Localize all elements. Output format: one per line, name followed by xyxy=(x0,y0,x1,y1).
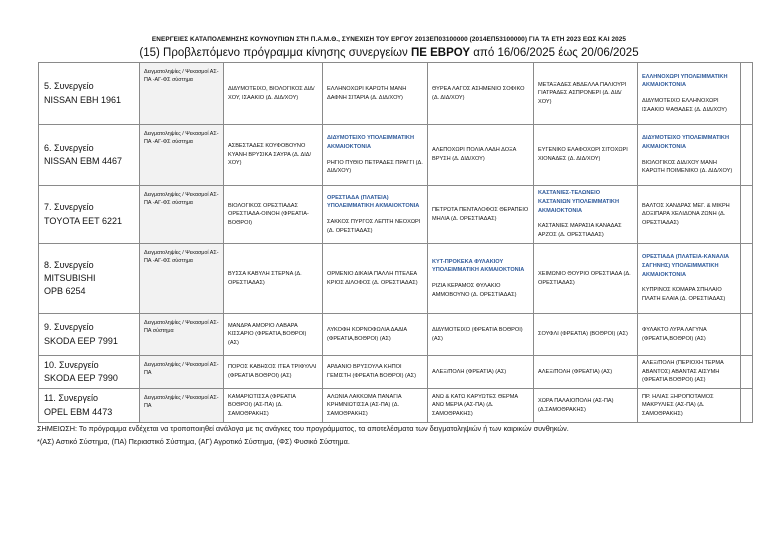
day-cell xyxy=(224,125,323,186)
locations-text: ΔΙΔΥΜΟΤΕΙΧΟ ΕΛΛΗΝΟΧΩΡΙ ΙΣΑΑΚΙΟ ΨΑΘΑΔΕΣ (Δ. ΔΙΔ/ΧΟΥ) xyxy=(642,98,727,113)
day-cell xyxy=(428,356,534,389)
locations-text: ΕΛΛΗΝΟΧΩΡΙ ΚΑΡΩΤΗ ΜΑΝΗ ΔΑΦΝΗ ΣΙΤΑΡΙΑ (Δ. ΔΙΔ/ΧΟΥ) xyxy=(327,85,407,101)
sampling-cell: Δειγματοληψίες / Ψεκασμοί ΑΣ-ΠΑ -ΑΓ-ΦΣ σύστημα xyxy=(140,63,224,125)
locations-text: ΡΗΓΙΟ ΠΥΘΙΟ ΠΕΤΡΑΔΕΣ ΠΡΑΓΓΙ (Δ. ΔΙΔ/ΧΟΥ) xyxy=(327,159,423,175)
locations-text: ΑΣΒΕΣΤΑΔΕΣ ΚΟΥΦΟΒΟΥΝΟ ΚΥΑΝΗ ΒΡΥΣΙΚΑ ΣΑΥΡΑ (Δ. ΔΙΔ/ΧΟΥ) xyxy=(228,143,312,167)
empty-cell xyxy=(741,63,753,125)
locations-text: ΛΥΚΟΦΗ ΚΟΡΝΟΦΩΛΙΑ ΔΑΔΙΑ (ΦΡΕΑΤΙΑ,ΒΟΘΡΟΙ) (ΑΣ) xyxy=(327,326,407,342)
spacer xyxy=(327,152,423,159)
vehicle-line: MITSUBISHI xyxy=(44,272,96,283)
vehicle-line: SKODA EEP 7990 xyxy=(44,373,118,383)
vehicle-line: OPB 6254 xyxy=(44,286,86,297)
day-cell xyxy=(534,314,638,356)
locations-text: ΔΙΔΥΜΟΤΕΙΧΟ, ΒΙΟΛΟΓΙΚΟΣ ΔΙΔ/ΧΟΥ, ΙΣΑΑΚΙΟ (Δ. ΔΙΔ/ΧΟΥ) xyxy=(228,85,315,101)
day-cell xyxy=(638,186,741,244)
empty-cell xyxy=(741,186,753,244)
day-cell xyxy=(534,186,638,244)
day-cell xyxy=(323,244,428,314)
locations-text: ΣΑΚΚΟΣ ΠΥΡΓΟΣ ΛΕΠΤΗ ΝΕΟΧΩΡΙ (Δ. ΟΡΕΣΤΙΑΔΑΣ) xyxy=(327,219,421,234)
treatment-label: ΟΡΕΣΤΙΑΔΑ (ΠΛΑΤΕΙΑ) ΥΠΟΛΕΙΜΜΑΤΙΚΗ ΑΚΜΑΙΟΚΤΟΝΙΑ xyxy=(327,194,420,210)
locations-text: ΜΑΝΔΡΑ ΑΜΟΡΙΟ ΛΑΒΑΡΑ ΚΙΣΣΑΡΙΟ (ΦΡΕΑΤΙΑ,ΒΟΘΡΟΙ) (ΑΣ) xyxy=(228,322,307,346)
locations-text: ΒΥΣΣΑ ΚΑΒΥΛΗ ΣΤΕΡΝΑ (Δ. ΟΡΕΣΤΙΑΔΑΣ) xyxy=(228,270,302,286)
vehicle-cell xyxy=(39,63,140,125)
locations-text: ΜΕΤΑΞΑΔΕΣ ΑΒΔΕΛΛΑ ΠΑΛΙΟΥΡΙ ΓΙΑΤΡΑΔΕΣ ΑΣΠΡΟΝΕΡΙ (Δ. ΔΙΔ/ΧΟΥ) xyxy=(538,81,627,105)
sampling-cell: Δειγματοληψίες / Ψεκασμοί ΑΣ-ΠΑ xyxy=(140,389,224,423)
locations-text: ΧΕΙΜΩΝΙΟ ΘΟΥΡΙΟ ΟΡΕΣΤΙΑΔΑ (Δ. ΟΡΕΣΤΙΑΔΑΣ) xyxy=(538,270,631,286)
locations-text: ΦΥΛΑΚΤΟ ΛΥΡΑ ΛΑΓΥΝΑ (ΦΡΕΑΤΙΑ,ΒΟΘΡΟΙ) (ΑΣ) xyxy=(642,326,707,342)
empty-cell xyxy=(741,389,753,423)
table-row xyxy=(39,356,753,389)
treatment-label: ΚΑΣΤΑΝΙΕΣ-ΤΕΛΩΝΕΙΟ ΚΑΣΤΑΝΙΩΝ ΥΠΟΛΕΙΜΜΑΤΙΚΗ ΑΚΜΑΙΟΚΤΟΝΙΑ xyxy=(538,190,619,214)
table-row xyxy=(39,389,753,423)
locations-text: ΔΙΔΥΜΟΤΕΙΧΟ (ΦΡΕΑΤΙΑ ΒΟΘΡΟΙ) (ΑΣ) xyxy=(432,326,523,342)
subtitle-dates: από 16/06/2025 έως 20/06/2025 xyxy=(470,47,639,59)
vehicle-cell xyxy=(39,356,140,389)
table-row xyxy=(39,314,753,356)
table-row xyxy=(39,244,753,314)
treatment-label: ΕΛΛΗΝΟΧΩΡΙ ΥΠΟΛΕΙΜΜΑΤΙΚΗ ΑΚΜΑΙΟΚΤΟΝΙΑ xyxy=(642,73,728,89)
vehicle-line: 6. Συνεργείο xyxy=(44,142,94,153)
locations-text: ΧΩΡΑ ΠΑΛΑΙΟΠΟΛΗ (ΑΣ-ΠΑ) (Δ.ΣΑΜΟΘΡΑΚΗΣ) xyxy=(538,397,614,413)
vehicle-cell xyxy=(39,125,140,186)
vehicle-line: NISSAN EBH 1961 xyxy=(44,94,122,105)
vehicle-line: OPEL EBM 4473 xyxy=(44,406,113,417)
table-row xyxy=(39,125,753,186)
locations-text: ΑΛΕΠΟΧΩΡΙ ΠΟΛΙΑ ΛΑΔΗ ΔΟΞΑ ΒΡΥΣΗ (Δ. ΔΙΔ/ΧΟΥ) xyxy=(432,147,517,162)
day-cell xyxy=(428,314,534,356)
day-cell xyxy=(428,63,534,125)
day-cell xyxy=(224,244,323,314)
locations-text: ΚΥΠΡΙΝΟΣ ΚΟΜΑΡΑ ΣΠΗΛΑΙΟ ΠΛΑΤΗ ΕΛΑΙΑ (Δ. ΟΡΕΣΤΙΑΔΑΣ) xyxy=(642,287,726,302)
locations-text: ΑΛΕΞ/ΠΟΛΗ (ΦΡΕΑΤΙΑ) (ΑΣ) xyxy=(538,368,613,375)
locations-text: ΑΛΕΞ/ΠΟΛΗ (ΠΕΡΙΟΧΗ ΤΕΡΜΑ ΑΒΑΝΤΟΣ) ΑΒΑΝΤΑΣ ΑΙΣΥΜΗ (ΦΡΕΑΤΙΑ ΒΟΘΡΟΙ) (ΑΣ) xyxy=(642,360,724,384)
locations-text: ΚΑΣΤΑΝΙΕΣ ΜΑΡΑΣΙΑ ΚΑΝΑΔΑΣ ΑΡΖΟΣ (Δ. ΟΡΕΣΤΙΑΔΑΣ) xyxy=(538,223,622,238)
day-cell xyxy=(638,356,741,389)
day-cell xyxy=(428,389,534,423)
locations-text: ΠΡ. ΗΛΙΑΣ ΞΗΡΟΠΟΤΑΜΟΣ ΜΑΚΡΥΛΙΕΣ (ΑΣ-ΠΑ) (Δ. ΣΑΜΟΘΡΑΚΗΣ) xyxy=(642,393,714,417)
day-cell xyxy=(638,389,741,423)
empty-cell xyxy=(741,314,753,356)
treatment-label: ΔΙΔΥΜΟΤΕΙΧΟ ΥΠΟΛΕΙΜΜΑΤΙΚΗ ΑΚΜΑΙΟΚΤΟΝΙΑ xyxy=(327,135,414,150)
vehicle-cell xyxy=(39,314,140,356)
locations-text: ΒΙΟΛΟΓΙΚΟΣ ΟΡΕΣΤΙΑΔΑΣ ΟΡΕΣΤΙΑΔΑ-ΟΙΝΟΗ (ΦΡΕΑΤΙΑ-ΒΟΘΡΟΙ) xyxy=(228,202,309,226)
day-cell xyxy=(323,125,428,186)
vehicle-line: NISSAN EBM 4467 xyxy=(44,156,123,166)
locations-text: ΘΥΡΕΑ ΛΑΓΟΣ ΑΣΗΜΕΝΙΟ ΣΟΦΙΚΟ (Δ. ΔΙΔ/ΧΟΥ) xyxy=(432,85,525,101)
empty-cell xyxy=(741,125,753,186)
vehicle-line: SKODA EEP 7991 xyxy=(44,335,118,346)
day-cell xyxy=(534,389,638,423)
locations-text: ΒΙΟΛΟΓΙΚΟΣ ΔΙΔ/ΧΟΥ ΜΑΝΗ ΚΑΡΩΤΗ ΠΟΙΜΕΝΙΚΟ (Δ. ΔΙΔ/ΧΟΥ) xyxy=(642,159,733,175)
locations-text: ΑΛΩΝΙΑ ΛΑΚΚΩΜΑ ΠΑΝΑΓΙΑ ΚΡΗΜΝΙΩΤΙΣΣΑ (ΑΣ-ΠΑ) (Δ. ΣΑΜΟΘΡΑΚΗΣ) xyxy=(327,393,402,417)
locations-text: ΕΥΓΕΝΙΚΟ ΕΛΑΦΟΧΩΡΙ ΣΙΤΟΧΩΡΙ ΧΙΟΝΑΔΕΣ (Δ. ΔΙΔ/ΧΟΥ) xyxy=(538,147,628,162)
day-cell xyxy=(638,244,741,314)
day-cell xyxy=(224,356,323,389)
day-cell xyxy=(428,125,534,186)
day-cell xyxy=(534,63,638,125)
treatment-label: ΚΥΤ-ΠΡΟΚΕΚΑ ΦΥΛΑΚΙΟΥ ΥΠΟΛΕΙΜΜΑΤΙΚΗ ΑΚΜΑΙΟΚΤΟΝΙΑ xyxy=(432,258,525,274)
day-cell xyxy=(534,244,638,314)
legend-text: *(ΑΣ) Αστικό Σύστημα, (ΠΑ) Περιαστικό Σύστημα, (ΑΓ) Αγροτικό Σύστημα, (ΦΣ) Φυσικό Σύστημα. xyxy=(37,437,350,446)
locations-text: ΡΙΖΙΑ ΚΕΡΑΜΟΣ ΦΥΛΑΚΙΟ ΑΜΜΟΒΟΥΝΟ (Δ. ΟΡΕΣΤΙΑΔΑΣ) xyxy=(432,283,517,298)
day-cell xyxy=(428,244,534,314)
day-cell xyxy=(323,186,428,244)
treatment-label: ΟΡΕΣΤΙΑΔΑ (ΠΛΑΤΕΙΑ-ΚΑΝΑΛΙΑ ΣΑΓΗΝΗΣ) ΥΠΟΛΕΙΜΜΑΤΙΚΗ ΑΚΜΑΙΟΚΤΟΝΙΑ xyxy=(642,254,730,278)
spacer xyxy=(642,279,736,286)
day-cell xyxy=(224,389,323,423)
subtitle-prefix: (15) Προβλεπόμενο πρόγραμμα κίνησης συνεργείων xyxy=(139,47,411,59)
day-cell xyxy=(323,314,428,356)
day-cell xyxy=(323,63,428,125)
day-cell xyxy=(224,314,323,356)
sampling-cell: Δειγματοληψίες / Ψεκασμοί ΑΣ-ΠΑ -ΑΓ-ΦΣ σύστημα xyxy=(140,186,224,244)
spacer xyxy=(538,215,633,222)
day-cell xyxy=(323,389,428,423)
empty-cell xyxy=(741,244,753,314)
vehicle-line: 5. Συνεργείο xyxy=(44,81,94,92)
locations-text: ΒΑΛΤΟΣ ΧΑΝΔΡΑΣ ΜΕΓ. & ΜΙΚΡΗ ΔΟΞΙΠΑΡΑ ΧΕΛΙΔΟΝΑ ΖΩΝΗ (Δ. ΟΡΕΣΤΙΑΔΑΣ) xyxy=(642,202,730,226)
spacer xyxy=(642,152,736,159)
vehicle-cell xyxy=(39,244,140,314)
sampling-cell: Δειγματοληψίες / Ψεκασμοί ΑΣ-ΠΑ σύστημα xyxy=(140,314,224,356)
spacer xyxy=(642,90,736,97)
vehicle-line: 8. Συνεργείο xyxy=(44,259,94,270)
spacer xyxy=(327,211,423,218)
schedule-table xyxy=(38,62,753,423)
day-cell xyxy=(534,125,638,186)
locations-text: ΑΛΕΞ/ΠΟΛΗ (ΦΡΕΑΤΙΑ) (ΑΣ) xyxy=(432,368,507,375)
spacer xyxy=(432,275,529,282)
day-cell xyxy=(638,63,741,125)
vehicle-line: 10. Συνεργείο xyxy=(44,359,99,370)
empty-cell xyxy=(741,356,753,389)
day-cell xyxy=(224,63,323,125)
locations-text: ΠΕΤΡΩΤΑ ΠΕΝΤΑΛΟΦΟΣ ΘΕΡΑΠΕΙΟ ΜΗΛΙΑ (Δ. ΟΡΕΣΤΙΑΔΑΣ) xyxy=(432,206,529,222)
day-cell xyxy=(224,186,323,244)
treatment-label: ΔΙΔΥΜΟΤΕΙΧΟ ΥΠΟΛΕΙΜΜΑΤΙΚΗ ΑΚΜΑΙΟΚΤΟΝΙΑ xyxy=(642,135,729,150)
document-header: ΕΝΕΡΓΕΙΕΣ ΚΑΤΑΠΟΛΕΜΗΣΗΣ ΚΟΥΝΟΥΠΙΩΝ ΣΤΗ Π.Α.Μ.Θ., ΣΥΝΕΧΙΣΗ ΤΟΥ ΕΡΓΟΥ 2013ΕΠ03100000 (2014ΕΠ53100000) ΓΙΑ ΤΑ ΕΤΗ 2023 ΕΩΣ ΚΑΙ 2025 xyxy=(151,36,627,43)
locations-text: ΑΡΔΑΝΙΟ ΒΡΥΣΟΥΛΑ ΚΗΠΟΙ ΓΕΜΙΣΤΗ (ΦΡΕΑΤΙΑ ΒΟΘΡΟΙ) (ΑΣ) xyxy=(327,364,416,379)
sampling-cell: Δειγματοληψίες / Ψεκασμοί ΑΣ-ΠΑ xyxy=(140,356,224,389)
day-cell xyxy=(323,356,428,389)
day-cell xyxy=(428,186,534,244)
day-cell xyxy=(534,356,638,389)
table-row xyxy=(39,186,753,244)
vehicle-line: TOYOTA EET 6221 xyxy=(44,215,123,226)
locations-text: ΟΡΜΕΝΙΟ ΔΙΚΑΙΑ ΠΑΛΛΗ ΠΤΕΛΕΑ ΚΡΙΟΣ ΔΙΛΟΦΟΣ (Δ. ΟΡΕΣΤΙΑΔΑΣ) xyxy=(327,270,418,286)
locations-text: ΚΑΜΑΡΙΩΤΙΣΣΑ (ΦΡΕΑΤΙΑ ΒΟΘΡΟΙ) (ΑΣ-ΠΑ) (Δ. ΣΑΜΟΘΡΑΚΗΣ) xyxy=(228,393,296,417)
sampling-cell: Δειγματοληψίες / Ψεκασμοί ΑΣ-ΠΑ -ΑΓ-ΦΣ σύστημα xyxy=(140,244,224,314)
vehicle-cell xyxy=(39,389,140,423)
day-cell xyxy=(638,314,741,356)
note-text: ΣΗΜΕΙΩΣΗ: Το πρόγραμμα ενδέχεται να τροποποιηθεί ανάλογα με τις ανάγκες του προγράμματος, τα αποτελέσματα των δειγματοληψιών ή των καιρικών συνθηκών. xyxy=(37,424,569,433)
day-cell xyxy=(638,125,741,186)
table-row xyxy=(39,63,753,125)
sampling-cell: Δειγματοληψίες / Ψεκασμοί ΑΣ-ΠΑ -ΑΓ-ΦΣ σύστημα xyxy=(140,125,224,186)
locations-text: ΠΟΡΟΣ ΚΑΒΗΣΟΣ ΙΤΕΑ ΤΡΙΦΥΛΛΙ (ΦΡΕΑΤΙΑ ΒΟΘΡΟΙ) (ΑΣ) xyxy=(228,364,317,379)
subtitle-region: ΠΕ ΕΒΡΟΥ xyxy=(410,47,471,59)
locations-text: ΣΟΥΦΛΙ (ΦΡΕΑΤΙΑ) (ΒΟΘΡΟΙ) (ΑΣ) xyxy=(538,331,628,338)
vehicle-cell xyxy=(39,186,140,244)
locations-text: ΑΝΩ & ΚΑΤΩ ΚΑΡΥΩΤΕΣ ΘΕΡΜΑ ΑΝΩ ΜΕΡΙΑ (ΑΣ-ΠΑ) (Δ. ΣΑΜΟΘΡΑΚΗΣ) xyxy=(432,393,518,417)
vehicle-line: 7. Συνεργείο xyxy=(44,202,94,213)
vehicle-line: 11. Συνεργείο xyxy=(44,393,98,404)
vehicle-line: 9. Συνεργείο xyxy=(44,322,94,333)
document-subtitle xyxy=(0,47,778,59)
